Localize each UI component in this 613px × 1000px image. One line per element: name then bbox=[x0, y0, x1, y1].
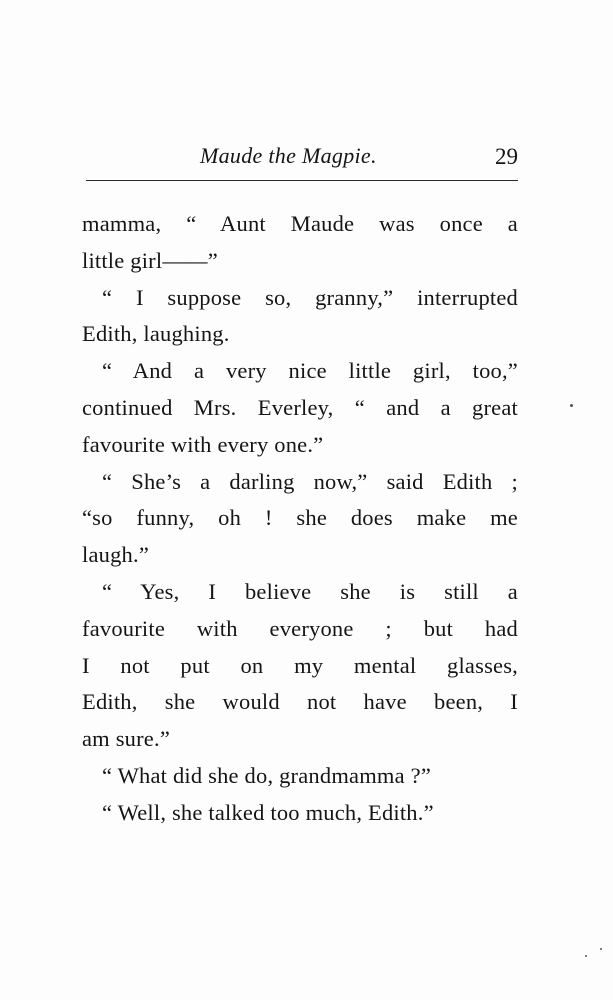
header-rule bbox=[86, 180, 518, 181]
text-line: little girl——” bbox=[82, 247, 218, 273]
text-line: favourite with every one.” bbox=[82, 431, 324, 457]
page-number: 29 bbox=[495, 144, 518, 169]
body-text bbox=[82, 206, 518, 832]
text-line: I not put on my mental glasses, bbox=[82, 652, 518, 678]
paper-speck bbox=[570, 404, 573, 407]
paper-speck bbox=[600, 948, 602, 950]
text-line: Edith, laughing. bbox=[82, 321, 230, 347]
running-head bbox=[88, 140, 518, 174]
text-line: “ Yes, I believe she is still a bbox=[102, 578, 518, 604]
text-line: am sure.” bbox=[82, 726, 171, 752]
text-line: “ What did she do, grandmamma ?” bbox=[102, 762, 432, 788]
text-line: “ I suppose so, granny,” interrupted bbox=[102, 284, 518, 310]
text-line: mamma, “ Aunt Maude was once a bbox=[82, 211, 518, 236]
text-line: “ And a very nice little girl, too,” bbox=[102, 358, 518, 384]
text-line: laugh.” bbox=[82, 542, 149, 568]
text-line: “so funny, oh ! she does make me bbox=[82, 505, 518, 531]
text-line: continued Mrs. Everley, “ and a great bbox=[82, 394, 518, 420]
text-line: “ She’s a darling now,” said Edith ; bbox=[102, 468, 518, 494]
text-line: favourite with everyone ; but had bbox=[82, 615, 518, 641]
text-line: “ Well, she talked too much, Edith.” bbox=[102, 799, 434, 825]
paper-speck bbox=[585, 955, 587, 957]
running-title: Maude the Magpie. bbox=[200, 143, 377, 168]
text-line: Edith, she would not have been, I bbox=[82, 689, 518, 715]
